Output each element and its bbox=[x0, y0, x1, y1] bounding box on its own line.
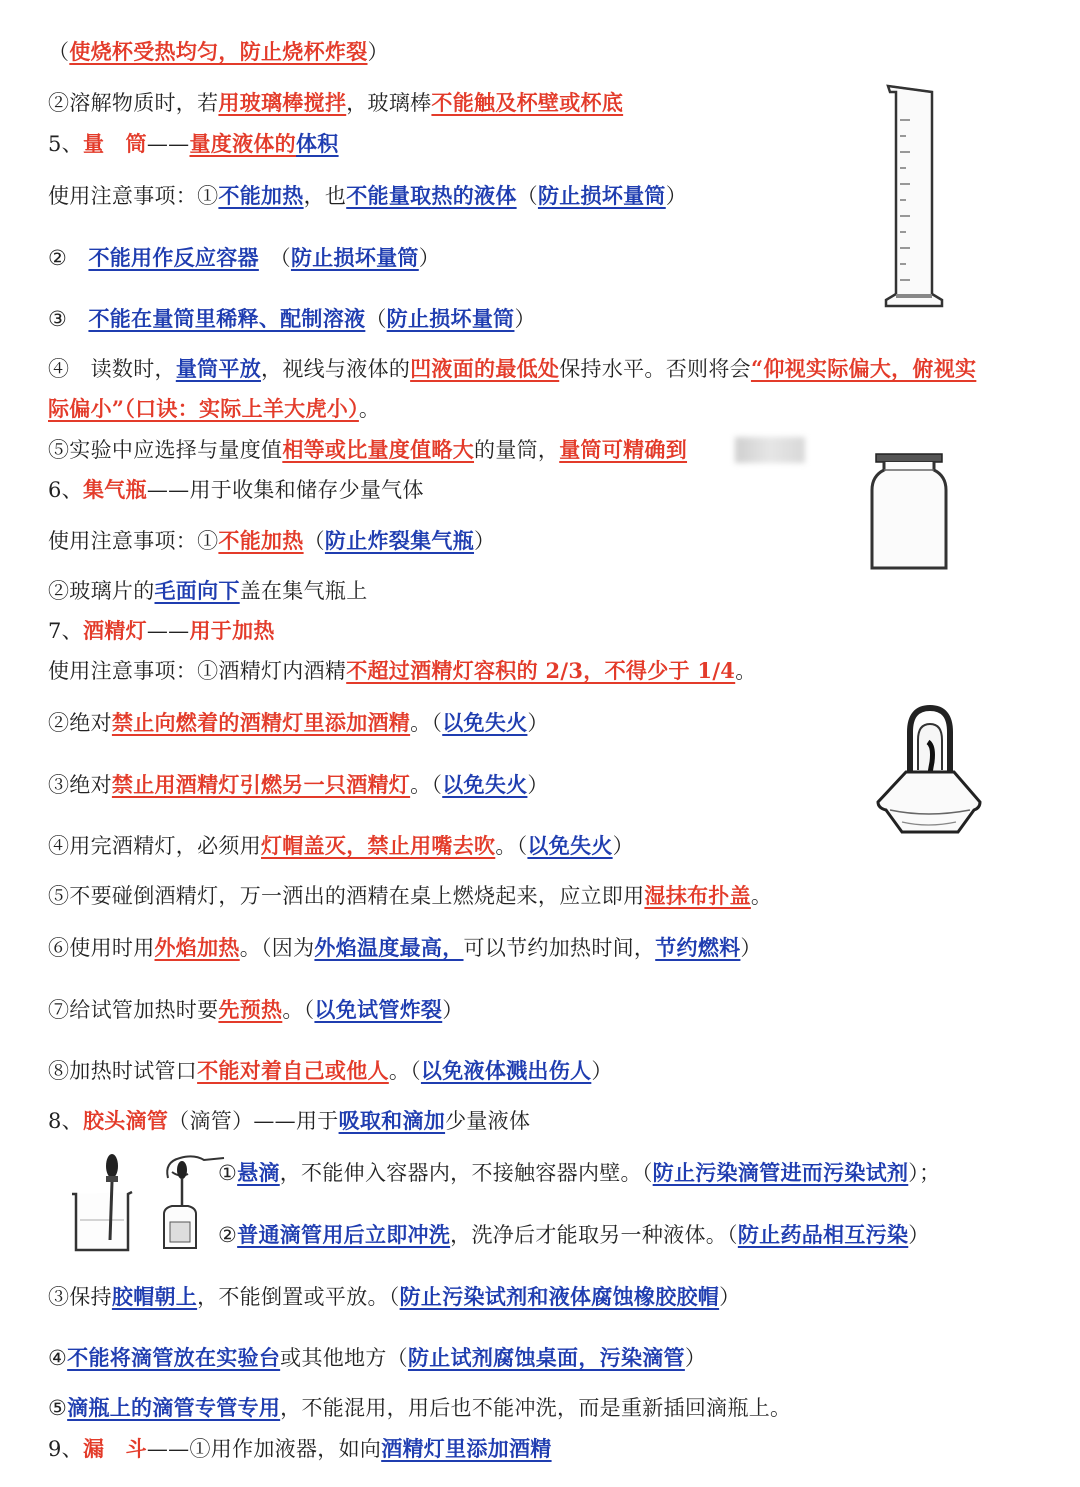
highlighted-term: 外焰加热 bbox=[154, 935, 240, 960]
body-text: ④ bbox=[48, 1346, 68, 1370]
body-text: ） bbox=[514, 307, 536, 331]
text-line bbox=[48, 304, 536, 334]
dropper-over-vial-illustration bbox=[150, 1148, 230, 1256]
body-text: ③绝对 bbox=[48, 773, 112, 797]
body-text: ，视线与液体的 bbox=[261, 357, 411, 381]
body-text: 使用注意事项：①酒精灯内酒精 bbox=[48, 659, 347, 683]
body-text: 7、 bbox=[48, 619, 83, 643]
text-line bbox=[48, 88, 623, 118]
body-text: ） bbox=[684, 1346, 707, 1370]
highlighted-term: 不能加热 bbox=[218, 183, 304, 208]
highlighted-term: 灯帽盖灭，禁止用嘴去吹 bbox=[261, 833, 496, 858]
highlighted-term: 以免失火 bbox=[527, 833, 613, 858]
highlighted-term: 普通滴管用后立即冲洗 bbox=[237, 1222, 451, 1247]
highlighted-term: 量筒可精确到 bbox=[559, 437, 688, 462]
body-text: 。 bbox=[358, 397, 381, 421]
highlighted-term: 不能用作反应容器 bbox=[88, 245, 259, 270]
text-line bbox=[48, 37, 389, 67]
text-line bbox=[48, 354, 976, 384]
body-text: ——用于收集和储存少量气体 bbox=[146, 478, 424, 502]
body-text: 8、 bbox=[48, 1109, 83, 1133]
body-text: 使用注意事项：① bbox=[48, 529, 219, 553]
highlighted-term: 以免液体溅出伤人 bbox=[420, 1058, 592, 1083]
highlighted-term: 际偏小”（口诀：实际上羊大虎小） bbox=[48, 396, 359, 421]
highlighted-term: 禁止向燃着的酒精灯里添加酒精 bbox=[111, 710, 411, 735]
highlighted-term: 凹液面的最低处 bbox=[410, 356, 560, 381]
text-line bbox=[48, 933, 762, 963]
highlighted-term: 防止污染滴管进而污染试剂 bbox=[652, 1160, 909, 1185]
graduated-cylinder-illustration bbox=[880, 80, 950, 312]
highlighted-term: 不能在量筒里稀释、配制溶液 bbox=[88, 306, 366, 331]
body-text: ③ bbox=[48, 307, 89, 331]
highlighted-term: 不能加热 bbox=[218, 528, 304, 553]
text-line bbox=[48, 475, 424, 505]
highlighted-term: 防止炸裂集气瓶 bbox=[324, 528, 475, 553]
body-text: （ bbox=[303, 529, 325, 553]
blurred-text-region bbox=[735, 437, 805, 463]
text-line bbox=[48, 708, 549, 738]
text-line bbox=[218, 1158, 940, 1188]
body-text: （滴管）——用于 bbox=[168, 1109, 339, 1133]
body-text: ） bbox=[740, 936, 762, 960]
text-line bbox=[48, 1282, 740, 1312]
text-line bbox=[48, 1343, 706, 1373]
body-text: ） bbox=[527, 711, 549, 735]
body-text: 可以节约加热时间， bbox=[463, 936, 656, 960]
text-line bbox=[48, 995, 464, 1025]
body-text: ，不能混用，用后也不能冲洗，而是重新插回滴瓶上。 bbox=[280, 1396, 792, 1420]
highlighted-term: 不能对着自己或他人 bbox=[197, 1058, 389, 1083]
body-text: ，玻璃棒 bbox=[346, 91, 432, 115]
body-text: ⑦给试管加热时要 bbox=[48, 998, 219, 1022]
body-text: ） bbox=[612, 834, 634, 858]
highlighted-term: 节约燃料 bbox=[655, 935, 741, 960]
body-text: （ bbox=[365, 307, 387, 331]
body-text: 6、 bbox=[48, 478, 83, 502]
heading-term: 量 筒 bbox=[82, 131, 147, 156]
text-line bbox=[48, 770, 549, 800]
body-text: ） bbox=[474, 529, 496, 553]
text-line bbox=[48, 435, 687, 465]
body-text: ⑤实验中应选择与量度值 bbox=[48, 438, 283, 462]
body-text: ，也 bbox=[303, 184, 347, 208]
body-text: 的量筒， bbox=[474, 438, 560, 462]
text-line bbox=[48, 831, 634, 861]
body-text: ——①用作加液器，如向 bbox=[146, 1437, 382, 1461]
text-line bbox=[48, 656, 757, 686]
highlighted-term: 禁止用酒精灯引燃另一只酒精灯 bbox=[111, 772, 411, 797]
body-text: ④ 读数时， bbox=[48, 357, 176, 381]
text-line bbox=[48, 129, 339, 159]
alcohol-lamp-illustration bbox=[868, 702, 988, 842]
body-text: ） bbox=[367, 40, 389, 64]
body-text: （ bbox=[258, 246, 291, 270]
highlighted-term: 防止损坏量筒 bbox=[386, 306, 515, 331]
body-text: —— bbox=[146, 132, 190, 156]
body-text: ① bbox=[218, 1161, 238, 1185]
text-line bbox=[48, 881, 772, 911]
body-text: ⑤ bbox=[48, 1396, 68, 1420]
body-text: 。（ bbox=[495, 834, 528, 858]
text-line bbox=[48, 1393, 791, 1423]
highlighted-term: 防止污染试剂和液体腐蚀橡胶胶帽 bbox=[399, 1284, 720, 1309]
highlighted-term: 不能量取热的液体 bbox=[346, 183, 517, 208]
body-text: 。（ bbox=[410, 711, 443, 735]
body-text: ② bbox=[48, 246, 89, 270]
body-text: 或其他地方（ bbox=[280, 1346, 408, 1370]
body-text: ⑤不要碰倒酒精灯，万一洒出的酒精在桌上燃烧起来，应立即用 bbox=[48, 884, 645, 908]
highlighted-term: 不超过酒精灯容积的 2/3，不得少于 1/4 bbox=[346, 658, 736, 683]
highlighted-term: 胶帽朝上 bbox=[111, 1284, 198, 1309]
highlighted-term: 体积 bbox=[295, 131, 339, 156]
body-text: ） bbox=[442, 998, 464, 1022]
highlighted-term: 以免失火 bbox=[442, 710, 528, 735]
body-text: —— bbox=[146, 619, 190, 643]
highlighted-term: 防止损坏量筒 bbox=[537, 183, 666, 208]
body-text: ⑧加热时试管口 bbox=[48, 1059, 198, 1083]
gas-collecting-bottle-illustration bbox=[864, 450, 954, 575]
text-line bbox=[48, 394, 380, 424]
highlighted-term: 以免失火 bbox=[442, 772, 528, 797]
text-line bbox=[48, 243, 440, 273]
highlighted-term: 滴瓶上的滴管专管专用 bbox=[67, 1395, 281, 1420]
body-text: ②绝对 bbox=[48, 711, 112, 735]
body-text: ④用完酒精灯，必须用 bbox=[48, 834, 261, 858]
body-text: ） bbox=[527, 773, 549, 797]
body-text: 。 bbox=[735, 659, 757, 683]
heading-term: 集气瓶 bbox=[82, 477, 147, 502]
body-text: ） bbox=[591, 1059, 613, 1083]
text-line bbox=[48, 181, 687, 211]
highlighted-term: 量度液体的 bbox=[189, 131, 296, 156]
body-text: ②溶解物质时，若 bbox=[48, 91, 219, 115]
body-text: ② bbox=[218, 1223, 238, 1247]
highlighted-term: 量筒平放 bbox=[175, 356, 262, 381]
body-text: 。（因为 bbox=[239, 936, 315, 960]
body-text: 。（ bbox=[282, 998, 315, 1022]
highlighted-term: 吸取和滴加 bbox=[338, 1108, 446, 1133]
highlighted-term: “仰视实际偏大，俯视实 bbox=[750, 356, 977, 381]
body-text: ） bbox=[908, 1223, 930, 1247]
highlighted-term: 防止试剂腐蚀桌面，污染滴管 bbox=[407, 1345, 685, 1370]
highlighted-term: 悬滴 bbox=[237, 1160, 280, 1185]
highlighted-term: 湿抹布扑盖 bbox=[644, 883, 751, 908]
text-line bbox=[48, 616, 275, 646]
highlighted-term: 不能触及杯壁或杯底 bbox=[431, 90, 624, 115]
body-text: 少量液体 bbox=[445, 1109, 531, 1133]
body-text: ） bbox=[418, 246, 441, 270]
text-line bbox=[48, 1056, 613, 1086]
highlighted-term: 毛面向下 bbox=[154, 578, 240, 603]
heading-term: 胶头滴管 bbox=[82, 1108, 169, 1133]
body-text: ，不能伸入容器内，不接触容器内壁。（ bbox=[279, 1161, 653, 1185]
body-text: 5、 bbox=[48, 132, 83, 156]
body-text: ） bbox=[665, 184, 688, 208]
text-line bbox=[48, 576, 368, 606]
body-text: ⑥使用时用 bbox=[48, 936, 155, 960]
body-text: （ bbox=[48, 40, 70, 64]
highlighted-term: 外焰温度最高， bbox=[314, 935, 464, 960]
highlighted-term: 相等或比量度值略大 bbox=[282, 437, 475, 462]
text-line bbox=[48, 1434, 552, 1464]
heading-term: 酒精灯 bbox=[82, 618, 147, 643]
highlighted-term: 防止药品相互污染 bbox=[737, 1222, 909, 1247]
body-text: 。 bbox=[750, 884, 773, 908]
text-line bbox=[48, 526, 495, 556]
text-line bbox=[218, 1220, 930, 1250]
body-text: 。（ bbox=[388, 1059, 421, 1083]
text-line bbox=[48, 1106, 530, 1136]
highlighted-term: 用玻璃棒搅拌 bbox=[218, 90, 347, 115]
heading-term: 用于加热 bbox=[189, 618, 275, 643]
body-text: ，不能倒置或平放。（ bbox=[197, 1285, 400, 1309]
body-text: ，洗净后才能取另一种液体。（ bbox=[450, 1223, 738, 1247]
body-text: ③保持 bbox=[48, 1285, 112, 1309]
highlighted-term: 使烧杯受热均匀，防止烧杯炸裂 bbox=[69, 39, 368, 64]
body-text: 使用注意事项：① bbox=[48, 184, 219, 208]
body-text: 。（ bbox=[410, 773, 443, 797]
dropper-and-beaker-illustration bbox=[66, 1150, 154, 1256]
highlighted-term: 不能将滴管放在实验台 bbox=[67, 1345, 281, 1370]
body-text: 保持水平。否则将会 bbox=[559, 357, 751, 381]
highlighted-term: 先预热 bbox=[218, 997, 283, 1022]
heading-term: 漏 斗 bbox=[82, 1436, 147, 1461]
body-text: （ bbox=[516, 184, 538, 208]
body-text: 盖在集气瓶上 bbox=[239, 579, 368, 603]
body-text: ②玻璃片的 bbox=[48, 579, 155, 603]
highlighted-term: 以免试管炸裂 bbox=[314, 997, 443, 1022]
body-text: ）； bbox=[908, 1161, 941, 1185]
highlighted-term: 防止损坏量筒 bbox=[290, 245, 419, 270]
highlighted-term: 酒精灯里添加酒精 bbox=[381, 1436, 552, 1461]
body-text: 9、 bbox=[48, 1437, 83, 1461]
body-text: ） bbox=[719, 1285, 741, 1309]
